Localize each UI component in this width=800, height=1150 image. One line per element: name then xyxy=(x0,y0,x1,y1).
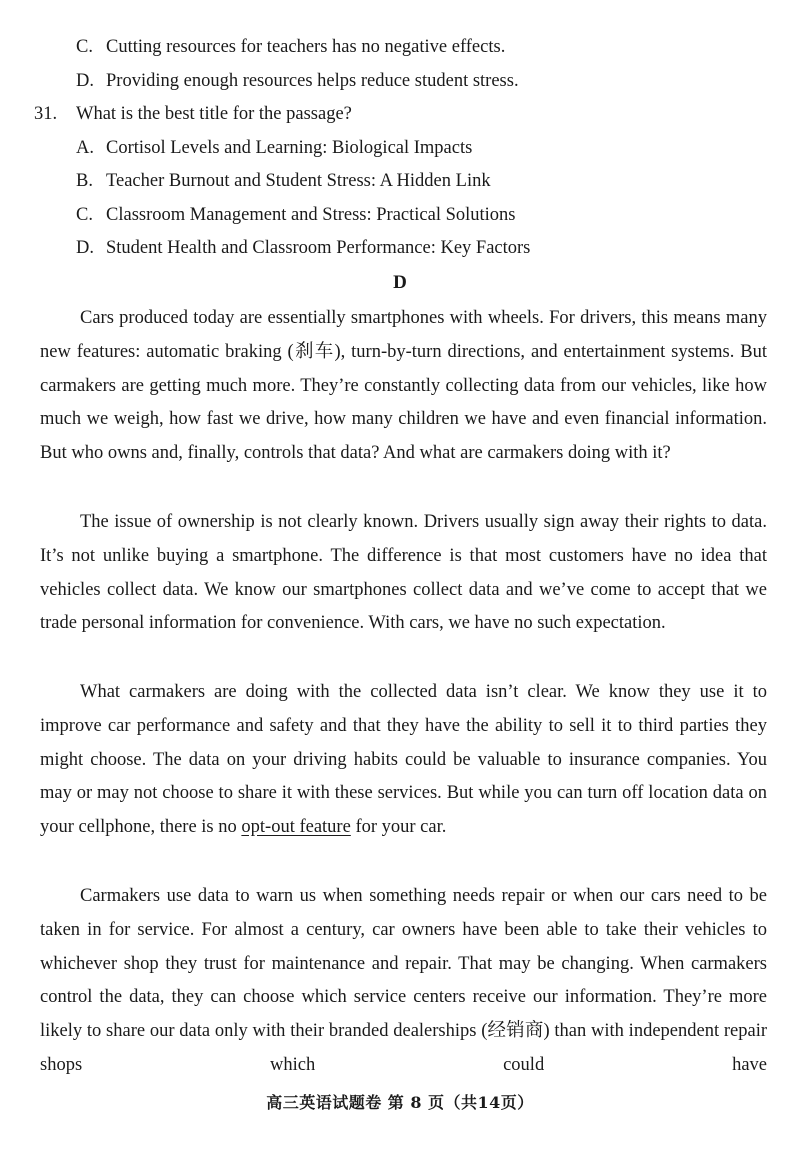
section-heading: D xyxy=(393,272,407,293)
passage-paragraph-3 xyxy=(40,676,767,845)
option-letter: D. xyxy=(76,71,94,91)
question-31 xyxy=(34,102,352,126)
option-text: Cortisol Levels and Learning: Biological Impacts xyxy=(106,138,473,158)
passage-paragraph-1: Cars produced today are essentially smartphones with wheels. For drivers, this means many new features: automatic braking (刹车), turn-by-turn directions, and entertainment systems. But carmakers are getting much more. They’re constantly collecting data from our vehicles, like how much we weigh, how fast we drive, how many children we have and even financial information. But who owns and, finally, controls that data? And what are carmakers doing with it? xyxy=(40,308,767,464)
q31-option-d xyxy=(76,236,530,260)
question-text: What is the best title for the passage? xyxy=(76,104,352,124)
q31-option-b xyxy=(76,169,491,193)
option-text: Providing enough resources helps reduce student stress. xyxy=(106,71,519,91)
option-letter: C. xyxy=(76,205,93,225)
option-text: Student Health and Classroom Performance: Key Factors xyxy=(106,238,531,258)
question-number: 31. xyxy=(34,104,58,124)
prev-option-c xyxy=(76,35,505,59)
option-text: Teacher Burnout and Student Stress: A Hidden Link xyxy=(106,171,491,191)
paragraph-text: for your car. xyxy=(350,817,447,838)
option-letter: B. xyxy=(76,171,93,191)
q31-option-c xyxy=(76,203,516,227)
prev-option-d xyxy=(76,69,519,93)
page-footer: 高三英语试题卷 第 8 页（共14页） xyxy=(266,1093,534,1112)
paragraph-text: What carmakers are doing with the collected data isn’t clear. We know they use it to improve car performance and safety and that they have the ability to sell it to third parties they might choose. The data on your driving habits could be valuable to insurance companies. You may or may not choose to share it with these services. But while you can turn off location data on your cellphone, there is no xyxy=(40,682,767,838)
option-letter: C. xyxy=(76,37,93,57)
q31-option-a xyxy=(76,136,472,160)
option-letter: A. xyxy=(76,138,94,158)
option-letter: D. xyxy=(76,238,94,258)
passage-paragraph-2: The issue of ownership is not clearly known. Drivers usually sign away their rights to data. It’s not unlike buying a smartphone. The difference is that most customers have no idea that vehicles collect data. We know our smartphones collect data and we’ve come to accept that we trade personal information for convenience. With cars, we have no such expectation. xyxy=(40,512,767,634)
passage-paragraph-4: Carmakers use data to warn us when something needs repair or when our cars need to be taken in for service. For almost a century, car owners have been able to take their vehicles to whichever shop they trust for maintenance and repair. That may be changing. When carmakers control the data, they can choose which service centers receive our information. They’re more likely to share our data only with their branded dealerships (经销商) than with independent repair shops which could have xyxy=(40,886,767,1075)
option-text: Classroom Management and Stress: Practical Solutions xyxy=(106,205,516,225)
underlined-phrase: opt-out feature xyxy=(241,817,351,838)
option-text: Cutting resources for teachers has no negative effects. xyxy=(106,37,506,57)
